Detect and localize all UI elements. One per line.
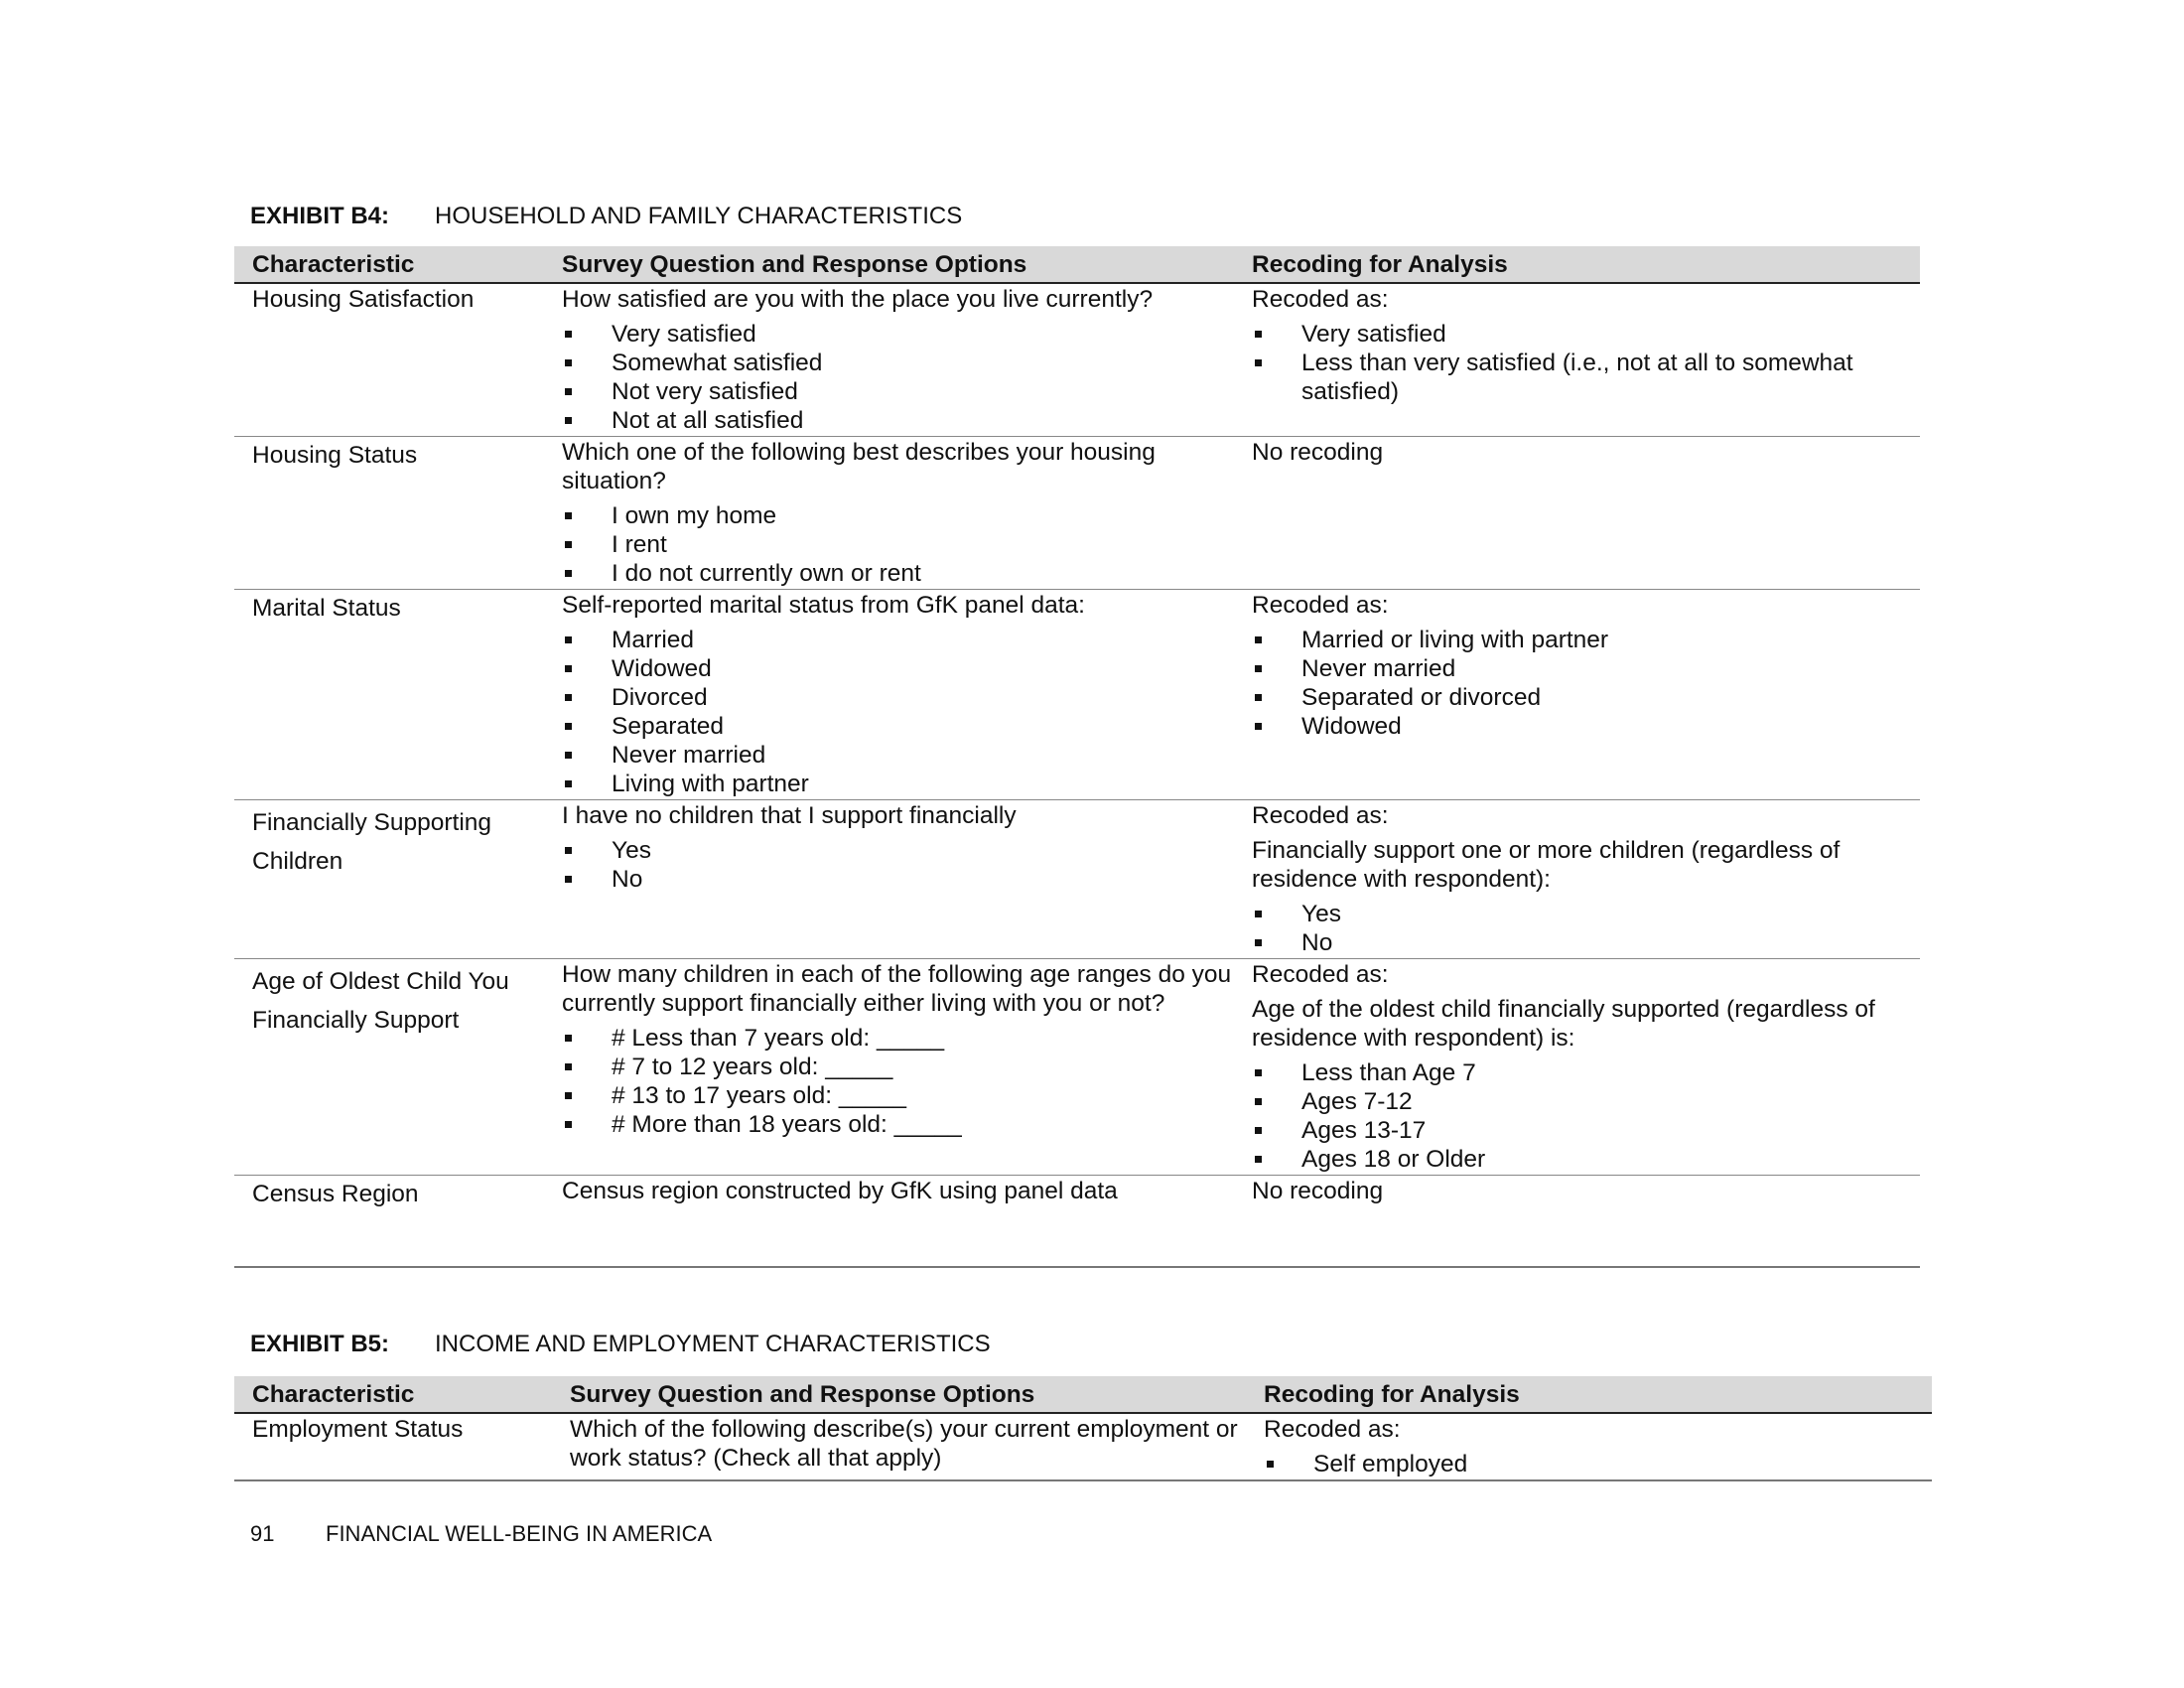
list-item: Less than very satisfied (i.e., not at all to somewhat satisfied): [1252, 349, 1920, 406]
exhibit-b4-title: [250, 203, 962, 230]
characteristic-label: Census Region: [252, 1181, 419, 1207]
list-item: Very satisfied: [1252, 320, 1920, 349]
characteristic-cell: [234, 437, 544, 590]
column-header-recoding: Recoding for Analysis: [1246, 1376, 1932, 1413]
list-item: Widowed: [562, 654, 1234, 683]
list-item: I rent: [562, 530, 1234, 559]
exhibit-b5-label: EXHIBIT B5:: [250, 1331, 390, 1357]
characteristic-label: Housing Satisfaction: [252, 286, 475, 313]
characteristic-cell: [234, 959, 544, 1176]
table-row: [234, 800, 1920, 959]
table-row: [234, 590, 1920, 800]
list-item: Less than Age 7: [1252, 1058, 1920, 1087]
question-text: I have no children that I support financially: [562, 802, 1017, 829]
list-item: Yes: [1252, 900, 1920, 928]
question-text: Self-reported marital status from GfK panel data:: [562, 592, 1085, 619]
recode-description: Age of the oldest child financially supported (regardless of residence with respondent) is:: [1252, 996, 1875, 1052]
list-item: Not at all satisfied: [562, 406, 1234, 435]
recode-lead-text: Recoded as:: [1252, 802, 1389, 829]
question-text: Which of the following describe(s) your current employment or work status? (Check all that apply): [570, 1416, 1238, 1472]
recoding-cell: [1234, 1176, 1920, 1267]
exhibit-b4-label: EXHIBIT B4:: [250, 203, 390, 229]
column-header-characteristic: Characteristic: [234, 246, 544, 283]
list-item: Separated: [562, 712, 1234, 741]
recode-lead-text: Recoded as:: [1252, 286, 1389, 313]
recode-items-list: [1264, 1450, 1932, 1478]
question-cell: [544, 959, 1234, 1176]
recoding-cell: [1234, 800, 1920, 959]
question-text: How satisfied are you with the place you live currently?: [562, 286, 1154, 313]
question-cell: [544, 1176, 1234, 1267]
list-item: Not very satisfied: [562, 377, 1234, 406]
exhibit-b5-title: [250, 1331, 991, 1358]
response-options-list: [562, 320, 1234, 435]
exhibit-b4-heading: HOUSEHOLD AND FAMILY CHARACTERISTICS: [435, 203, 963, 229]
list-item: Married: [562, 626, 1234, 654]
response-options-list: [562, 1024, 1234, 1139]
list-item: Never married: [562, 741, 1234, 770]
recode-items-list: [1252, 320, 1920, 406]
characteristic-label: Financially Supporting: [252, 809, 492, 836]
characteristic-cell: [234, 590, 544, 800]
recode-lead-text: Recoded as:: [1264, 1416, 1401, 1443]
list-item: Widowed: [1252, 712, 1920, 741]
list-item: # More than 18 years old: _____: [562, 1110, 1234, 1139]
question-cell: [544, 590, 1234, 800]
characteristic-cell: [234, 1413, 552, 1480]
question-cell: [544, 437, 1234, 590]
list-item: I own my home: [562, 501, 1234, 530]
question-text: Which one of the following best describes your housing situation?: [562, 439, 1156, 494]
list-item: Self employed: [1264, 1450, 1932, 1478]
recode-lead-text: No recoding: [1252, 439, 1384, 466]
table-row: [234, 1176, 1920, 1267]
characteristic-label: Employment Status: [252, 1416, 464, 1443]
list-item: # 13 to 17 years old: _____: [562, 1081, 1234, 1110]
recode-lead-text: Recoded as:: [1252, 592, 1389, 619]
list-item: Divorced: [562, 683, 1234, 712]
response-options-list: [562, 626, 1234, 798]
question-cell: [544, 283, 1234, 437]
running-title: FINANCIAL WELL-BEING IN AMERICA: [326, 1521, 713, 1546]
list-item: Ages 13-17: [1252, 1116, 1920, 1145]
list-item: Very satisfied: [562, 320, 1234, 349]
recode-lead-text: Recoded as:: [1252, 961, 1389, 988]
table-header-row: [234, 1376, 1932, 1413]
exhibit-b4-table: [234, 246, 1920, 1268]
table-row: [234, 283, 1920, 437]
list-item: Married or living with partner: [1252, 626, 1920, 654]
table-row: [234, 437, 1920, 590]
list-item: I do not currently own or rent: [562, 559, 1234, 588]
recoding-cell: [1234, 590, 1920, 800]
list-item: Ages 18 or Older: [1252, 1145, 1920, 1174]
column-header-survey-question: Survey Question and Response Options: [544, 246, 1234, 283]
list-item: Separated or divorced: [1252, 683, 1920, 712]
list-item: No: [1252, 928, 1920, 957]
table-row: [234, 1413, 1932, 1480]
list-item: # Less than 7 years old: _____: [562, 1024, 1234, 1053]
list-item: Living with partner: [562, 770, 1234, 798]
column-header-characteristic: Characteristic: [234, 1376, 552, 1413]
page-footer: [250, 1521, 712, 1547]
page-number: 91: [250, 1521, 275, 1546]
column-header-recoding: Recoding for Analysis: [1234, 246, 1920, 283]
recoding-cell: [1234, 959, 1920, 1176]
list-item: No: [562, 865, 1234, 894]
recode-items-list: [1252, 626, 1920, 741]
exhibit-b5-heading: INCOME AND EMPLOYMENT CHARACTERISTICS: [435, 1331, 991, 1357]
response-options-list: [562, 501, 1234, 588]
recoding-cell: [1246, 1413, 1932, 1480]
characteristic-label: Marital Status: [252, 595, 401, 622]
characteristic-cell: [234, 1176, 544, 1267]
recode-items-list: [1252, 1058, 1920, 1174]
list-item: Ages 7-12: [1252, 1087, 1920, 1116]
list-item: Somewhat satisfied: [562, 349, 1234, 377]
recoding-cell: [1234, 283, 1920, 437]
recoding-cell: [1234, 437, 1920, 590]
exhibit-b5-table: [234, 1376, 1932, 1481]
characteristic-label: Housing Status: [252, 442, 418, 469]
characteristic-label: Financially Support: [252, 1007, 460, 1034]
question-cell: [552, 1413, 1246, 1480]
list-item: Yes: [562, 836, 1234, 865]
list-item: # 7 to 12 years old: _____: [562, 1053, 1234, 1081]
question-cell: [544, 800, 1234, 959]
characteristic-cell: [234, 283, 544, 437]
recode-lead-text: No recoding: [1252, 1178, 1384, 1204]
table-header-row: [234, 246, 1920, 283]
question-text: How many children in each of the following age ranges do you currently support financially either living with you or not?: [562, 961, 1232, 1017]
recode-description: Financially support one or more children (regardless of residence with respondent):: [1252, 837, 1841, 893]
table-row: [234, 959, 1920, 1176]
response-options-list: [562, 836, 1234, 894]
list-item: Never married: [1252, 654, 1920, 683]
characteristic-label: Children: [252, 848, 343, 875]
recode-items-list: [1252, 900, 1920, 957]
characteristic-label: Age of Oldest Child You: [252, 968, 509, 995]
question-text: Census region constructed by GfK using panel data: [562, 1178, 1118, 1204]
characteristic-cell: [234, 800, 544, 959]
column-header-survey-question: Survey Question and Response Options: [552, 1376, 1246, 1413]
